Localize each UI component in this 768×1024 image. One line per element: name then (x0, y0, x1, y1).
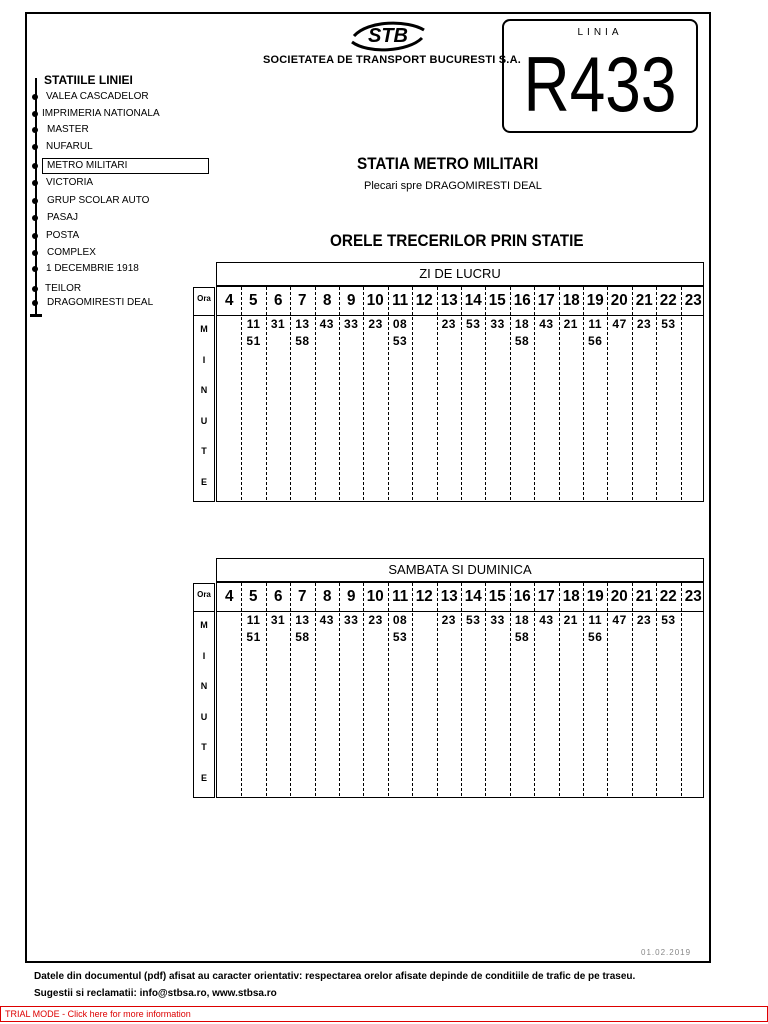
minute-letter: T (201, 446, 207, 456)
station-item: DRAGOMIRESTI DEAL (47, 297, 154, 308)
ora-column (193, 287, 215, 502)
line-number: R433 (523, 40, 677, 128)
hour-cell: 14 (464, 292, 482, 309)
station-item: PASAJ (47, 212, 78, 223)
station-dot (32, 250, 38, 256)
hour-cell: 10 (367, 292, 385, 309)
minute-letter: M (200, 620, 208, 630)
ora-label: Ora (197, 590, 211, 599)
minute-value: 11 (246, 317, 261, 331)
hour-cell: 6 (273, 292, 283, 309)
minute-value: 08 (392, 613, 408, 627)
station-dot (32, 144, 38, 150)
hour-cell: 5 (249, 292, 258, 309)
station-item: MASTER (47, 124, 89, 135)
hour-cell: 8 (322, 588, 332, 605)
hour-cell: 19 (586, 292, 604, 309)
minute-letter: M (200, 324, 208, 334)
column-divider (412, 287, 413, 500)
hour-cell: 5 (249, 588, 258, 605)
minute-value: 43 (539, 613, 554, 627)
hour-cell: 21 (635, 588, 653, 605)
hour-cell: 11 (391, 292, 409, 309)
company-name: SOCIETATEA DE TRANSPORT BUCURESTI S.A. (263, 54, 521, 66)
hour-cell: 20 (611, 292, 629, 309)
stations-title: STATIILE LINIEI (44, 73, 133, 87)
hour-cell: 6 (273, 588, 283, 605)
station-dot (32, 198, 38, 204)
minute-value: 51 (246, 630, 261, 644)
minute-value: 23 (368, 317, 383, 331)
station-item: GRUP SCOLAR AUTO (47, 195, 150, 206)
hour-cell: 16 (513, 292, 531, 309)
hour-cell: 4 (224, 588, 234, 605)
hour-cell: 18 (562, 292, 580, 309)
hour-cell: 18 (562, 588, 580, 605)
ora-separator (194, 315, 214, 316)
line-label: LINIA (577, 27, 623, 38)
station-item: POSTA (46, 230, 80, 241)
minute-value: 58 (295, 334, 310, 348)
hour-cell: 7 (298, 588, 307, 605)
station-dot (32, 300, 38, 306)
hour-cell: 8 (322, 292, 332, 309)
hour-cell: 17 (537, 292, 555, 309)
minute-letter: E (200, 772, 207, 783)
minute-value: 31 (270, 613, 286, 627)
hour-cell: 23 (684, 588, 702, 605)
hour-cell: 22 (659, 292, 677, 309)
minute-value: 47 (612, 317, 627, 331)
stop-title: STATIA METRO MILITARI (357, 154, 539, 173)
station-item: 1 DECEMBRIE 1918 (46, 263, 139, 274)
document-date: 01.02.2019 (641, 948, 692, 957)
hour-cell: 9 (346, 588, 356, 605)
ora-label: Ora (197, 294, 211, 303)
hour-cell: 11 (391, 588, 409, 605)
minute-value: 58 (295, 630, 310, 644)
minute-value: 56 (588, 334, 603, 348)
hour-cell: 16 (513, 588, 531, 605)
minute-value: 23 (441, 613, 456, 627)
minute-value: 33 (344, 613, 359, 627)
minute-value: 53 (392, 630, 408, 644)
minute-letter: T (201, 742, 207, 752)
hour-cell: 13 (440, 292, 458, 309)
minute-letter: I (202, 650, 206, 661)
minute-value: 53 (661, 317, 676, 331)
minute-value: 18 (514, 613, 530, 627)
stb-logo (348, 20, 428, 52)
minute-letter: N (200, 681, 208, 691)
schedule-title: ORELE TRECERILOR PRIN STATIE (330, 231, 584, 250)
minute-value: 58 (514, 334, 530, 348)
minute-value: 43 (319, 317, 334, 331)
station-dot (32, 127, 38, 133)
station-dot (32, 266, 38, 272)
minute-value: 11 (588, 613, 603, 627)
minute-value: 11 (246, 613, 261, 627)
column-divider (412, 583, 413, 796)
station-item: VICTORIA (46, 177, 94, 188)
minute-letter: U (200, 711, 208, 722)
timetable-grid (216, 582, 704, 798)
hour-cell: 15 (489, 292, 507, 309)
station-item: IMPRIMERIA NATIONALA (42, 108, 160, 119)
timetable-title: ZI DE LUCRU (216, 262, 704, 286)
minute-value: 08 (392, 317, 408, 331)
hour-cell: 9 (346, 292, 356, 309)
hour-cell: 22 (659, 588, 677, 605)
minute-value: 21 (563, 613, 578, 627)
station-dot (32, 286, 38, 292)
minute-value: 51 (246, 334, 261, 348)
hour-cell: 13 (440, 588, 458, 605)
hour-cell: 7 (298, 292, 307, 309)
station-dot (32, 215, 38, 221)
trial-mode-banner[interactable]: TRIAL MODE - Click here for more information (0, 1006, 768, 1022)
minute-value: 43 (319, 613, 334, 627)
hour-cell: 12 (415, 588, 433, 605)
minute-value: 33 (490, 613, 505, 627)
minute-value: 47 (612, 613, 627, 627)
station-item: TEILOR (45, 283, 82, 294)
minute-value: 58 (514, 630, 530, 644)
station-item: METRO MILITARI (47, 160, 128, 171)
minute-value: 13 (295, 317, 310, 331)
station-dot (32, 163, 38, 169)
hour-cell: 12 (415, 292, 433, 309)
line-number-box (502, 19, 698, 133)
hour-cell: 23 (684, 292, 702, 309)
hour-cell: 15 (489, 588, 507, 605)
station-dot (32, 94, 38, 100)
column-divider (681, 287, 682, 500)
column-divider (681, 583, 682, 796)
station-dot (32, 180, 38, 186)
hour-cell: 19 (586, 588, 604, 605)
disclaimer: Datele din documentul (pdf) afisat au caracter orientativ: respectarea orelor afisate depinde de conditiile de trafic de pe traseu. (34, 971, 636, 982)
hour-cell: 21 (635, 292, 653, 309)
minute-value: 53 (661, 613, 676, 627)
hour-cell: 4 (224, 292, 234, 309)
contact-info: Sugestii si reclamatii: info@stbsa.ro, www.stbsa.ro (34, 988, 277, 999)
minute-value: 43 (539, 317, 554, 331)
hour-cell: 20 (611, 588, 629, 605)
minute-value: 23 (368, 613, 383, 627)
station-item: COMPLEX (47, 247, 96, 258)
minute-value: 53 (392, 334, 408, 348)
minute-value: 13 (295, 613, 310, 627)
minute-letter: I (202, 354, 206, 365)
minute-value: 23 (636, 613, 652, 627)
minute-value: 33 (344, 317, 359, 331)
minute-value: 53 (466, 317, 481, 331)
ora-separator (194, 611, 214, 612)
minute-letter: E (200, 476, 207, 487)
hour-cell: 17 (537, 588, 555, 605)
timetable-title: SAMBATA SI DUMINICA (216, 558, 704, 582)
ora-column (193, 583, 215, 798)
hour-cell: 14 (464, 588, 482, 605)
station-item: VALEA CASCADELOR (46, 91, 149, 102)
minute-value: 53 (466, 613, 481, 627)
logo-text: STB (368, 25, 408, 47)
minute-value: 21 (563, 317, 578, 331)
minute-value: 11 (588, 317, 603, 331)
route-rail-end (30, 314, 42, 317)
departures-direction: Plecari spre DRAGOMIRESTI DEAL (364, 180, 542, 192)
station-dot (32, 111, 38, 117)
hour-cell: 10 (367, 588, 385, 605)
minute-value: 31 (270, 317, 286, 331)
station-item: NUFARUL (46, 141, 93, 152)
minute-value: 33 (490, 317, 505, 331)
station-dot (32, 233, 38, 239)
minute-value: 56 (588, 630, 603, 644)
timetable-grid (216, 286, 704, 502)
minute-letter: U (200, 415, 208, 426)
minute-value: 18 (514, 317, 530, 331)
minute-letter: N (200, 385, 208, 395)
minute-value: 23 (636, 317, 652, 331)
minute-value: 23 (441, 317, 456, 331)
